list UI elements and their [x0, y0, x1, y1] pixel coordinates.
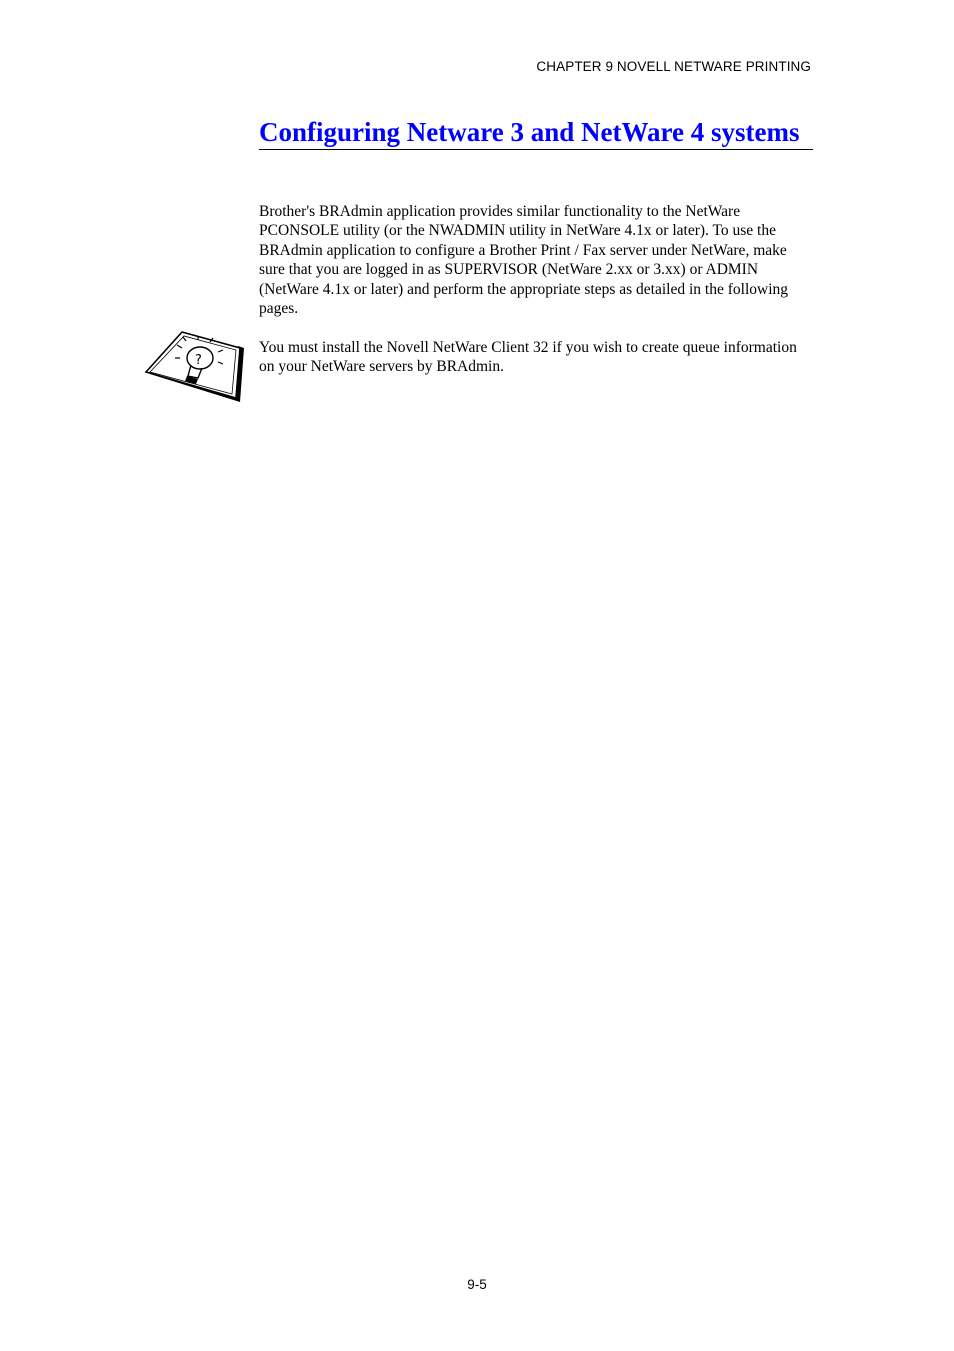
- svg-text:?: ?: [195, 353, 202, 368]
- note-text: You must install the Novell NetWare Client 32 if you wish to create queue information on your NetWare servers by BRAdmin.: [259, 339, 797, 376]
- body-paragraph: Brother's BRAdmin application provides similar functionality to the NetWare PCONSOLE utility (or the NWADMIN utility in NetWare 4.1x or later). To use the BRAdmin application to configure a Brother Print / Fax server under NetWare, make sure that you are logged in as SUPERVISOR (NetWare 2.xx or 3.xx) or ADMIN (NetWare 4.1x or later) and perform the appropriate steps as detailed in the following pages.: [259, 203, 789, 318]
- page-number: 9-5: [467, 1277, 487, 1292]
- lightbulb-note-icon: [142, 328, 246, 404]
- running-header: CHAPTER 9 NOVELL NETWARE PRINTING: [536, 59, 811, 74]
- section-title: Configuring Netware 3 and NetWare 4 systems: [259, 116, 813, 150]
